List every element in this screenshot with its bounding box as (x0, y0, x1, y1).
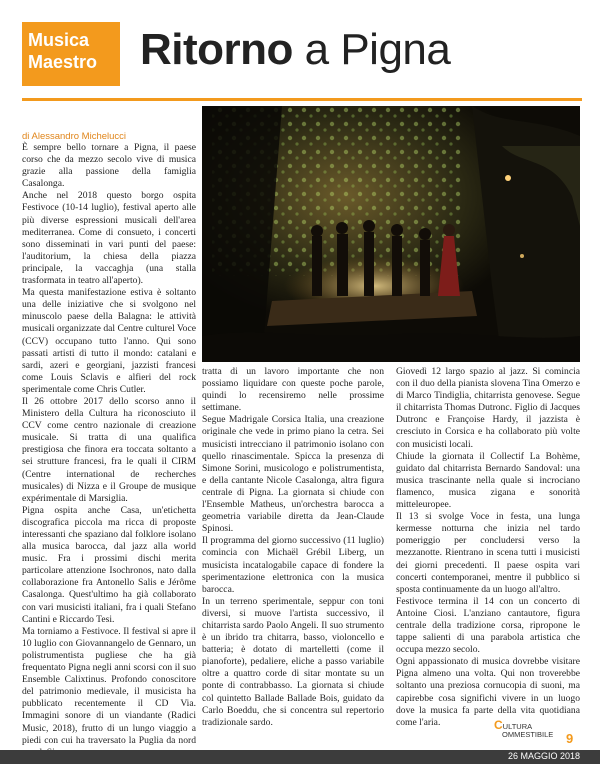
paragraph: Segue Madrigale Corsica Italia, una creazione originale che vede in primo piano la cetra. Sei musicisti intrecciano il patrimonio isolano con quello rinascimentale. Spicca la presenza di Simone Sorini, musicologo e polistrumentista, e della cantante Nicole Casalonga, altra figura centrale di Pigna. La giornata si chiude con l'Ensemble Matheus, un'orchestra barocca a geometria variabile diretta da Jean-Claude Spinosi. (202, 414, 384, 535)
text-column-1 (22, 142, 196, 759)
paragraph: Ma questa manifestazione estiva è soltanto una delle iniziative che si svolgono nel minuscolo paese della Balagna: le attività musicali organizzate dal Centre culturel Voce (CCV) occupano tutto l'anno. Qui sono passati artisti di tutto il mondo: catalani e sardi, azeri e georgiani, jazzisti francesi come Louis Sclavis e alfieri del rock sperimentale come Chris Cutler. (22, 287, 196, 395)
text-column-2 (202, 366, 384, 729)
paragraph: Chiude la giornata il Collectif La Bohème, guidato dal chitarrista Bernardo Sandoval: una musica trascinante nella quale si incrociano flamenco, musica zigana e sonorità mitteleuropee. (396, 450, 580, 511)
page-number: 9 (566, 731, 574, 746)
paragraph: Ogni appassionato di musica dovrebbe visitare Pigna almeno una volta. Qui non troverebbe soltanto una preziosa cornucopia di suoni, ma capirebbe cosa significhi vivere in un luogo dove la musica fa parte della vita quotidiana come l'aria. (396, 656, 580, 728)
text-column-3 (396, 366, 580, 729)
paragraph: Pigna ospita anche Casa, un'etichetta discografica piccola ma ricca di proposte interessanti che spaziano dal folklore isolano alla musica barocca, dal jazz alla world music. Fra i prossimi dischi merita particolare attenzione Isochronos, nato dalla collaborazione fra Antonello Salis e Jérôme Casalonga. Quest'ultimo ha già collaborato con vari musicisti italiani, fra i quali Stefano Cantini e Riccardo Tesi. (22, 504, 196, 625)
paragraph: Ma torniamo a Festivoce. Il festival si apre il 10 luglio con Giovannangelo de Gennaro, un polistrumentista pugliese che ha già frequentato Pigna negli anni scorsi con il suo Ensemble Calixtinus. Profondo conoscitore del patrimonio medievale, il musicista ha pubblicato recentemente il CD Via. Immagini sonore di un viandante (Radici Music, 2018), frutto di un lungo viaggio a piedi con cui ha traversato la Puglia da nord (22, 625, 196, 746)
section-label-line1: Musica (28, 30, 90, 50)
paragraph: Giovedì 12 largo spazio al jazz. Si comincia con il duo della pianista slovena Tina Omerzo e di Marco Tindiglia, chitarrista genovese. Segue il chitarrista Thomas Dutronc. Figlio di Jacques Dutronc e Françoise Hardy, il jazzista è cresciuto in Corsica e ha collaborato più volte con musicisti locali. (396, 366, 580, 450)
section-label-line2: Maestro (28, 52, 98, 72)
paragraph: Il 13 si svolge Voce in festa, una lunga kermesse notturna che inizia nel tardo pomeriggio per concludersi verso la mezzanotte. Rientrano in scena tutti i musicisti dei giorni precedenti. Il paese ospita vari concerti contemporanei, mentre il pubblico si sposta continuamente da un luogo all'altro. (396, 511, 580, 595)
paragraph: In un terreno sperimentale, seppur con toni diversi, si muove l'artista successivo, il chitarrista sardo Paolo Angeli. Il suo strumento è un ibrido tra chitarra, basso, violoncello e batteria; è dotato di martelletti (come il pianoforte), pedaliere, eliche a passo variabile oltre a quattro corde di sitar montate su un ponte di contrabbasso. La giornata si chiude col quintetto Ballade Ballade Bois, guidato da Carlo Boeddu, che si concentra sul repertorio tradizionale sardo. (202, 595, 384, 728)
paragraph: Anche nel 2018 questo borgo ospita Festivoce (10-14 luglio), festival aperto alle più diverse espressioni musicali dell'area mediterranea. Come di consueto, i concerti sono disseminati in vari punti del paese: l'auditorium, la chiesa della piazza principale, la vaccaghja (una stalla trasformata in teatro all'aperto). (22, 190, 196, 287)
paragraph: tratta di un lavoro importante che non possiamo liquidare con queste poche parole, quindi lo recensiremo nelle prossime settimane. (202, 366, 384, 414)
logo-line1: ULTURA (502, 722, 533, 731)
paragraph: Il 26 ottobre 2017 dello scorso anno il Ministero della Cultura ha riconosciuto il CCV come centro nazionale di creazione musicale. Si tratta di una qualifica prestigiosa che finora era toccata soltanto a sei strutture francesi, fra le quali il CIRM (Centre international de recherches musicales) di Nizza e il Groupe de musique expérimentale di Marsiglia. (22, 395, 196, 504)
article-title (140, 26, 450, 74)
article-title-rest: a Pigna (292, 25, 451, 74)
footer-bar (0, 750, 600, 764)
section-label (22, 22, 120, 86)
logo-initial: C (494, 718, 503, 732)
concert-photo (202, 106, 580, 362)
magazine-logo (494, 718, 554, 739)
footer-date: 26 MAGGIO 2018 (507, 751, 580, 761)
header-rule (22, 98, 582, 101)
paragraph: È sempre bello tornare a Pigna, il paese corso che da mezzo secolo vive di musica grazie alla passione della famiglia Casalonga. (22, 142, 196, 190)
logo-line2: OMMESTIBILE (502, 730, 554, 739)
paragraph: Festivoce termina il 14 con un concerto di Antoine Ciosi. L'anziano cantautore, figura centrale della tradizione corsa, ripropone le tappe salienti di una parabola artistica che occupa mezzo secolo. (396, 595, 580, 656)
paragraph: Il programma del giorno successivo (11 luglio) comincia con Michaël Grébil Liberg, un musicista incatalogabile capace di fondere la sperimentazione elettronica con la musica barocca. (202, 535, 384, 595)
author-byline: di Alessandro Michelucci (22, 131, 127, 142)
article-title-bold: Ritorno (140, 25, 293, 74)
